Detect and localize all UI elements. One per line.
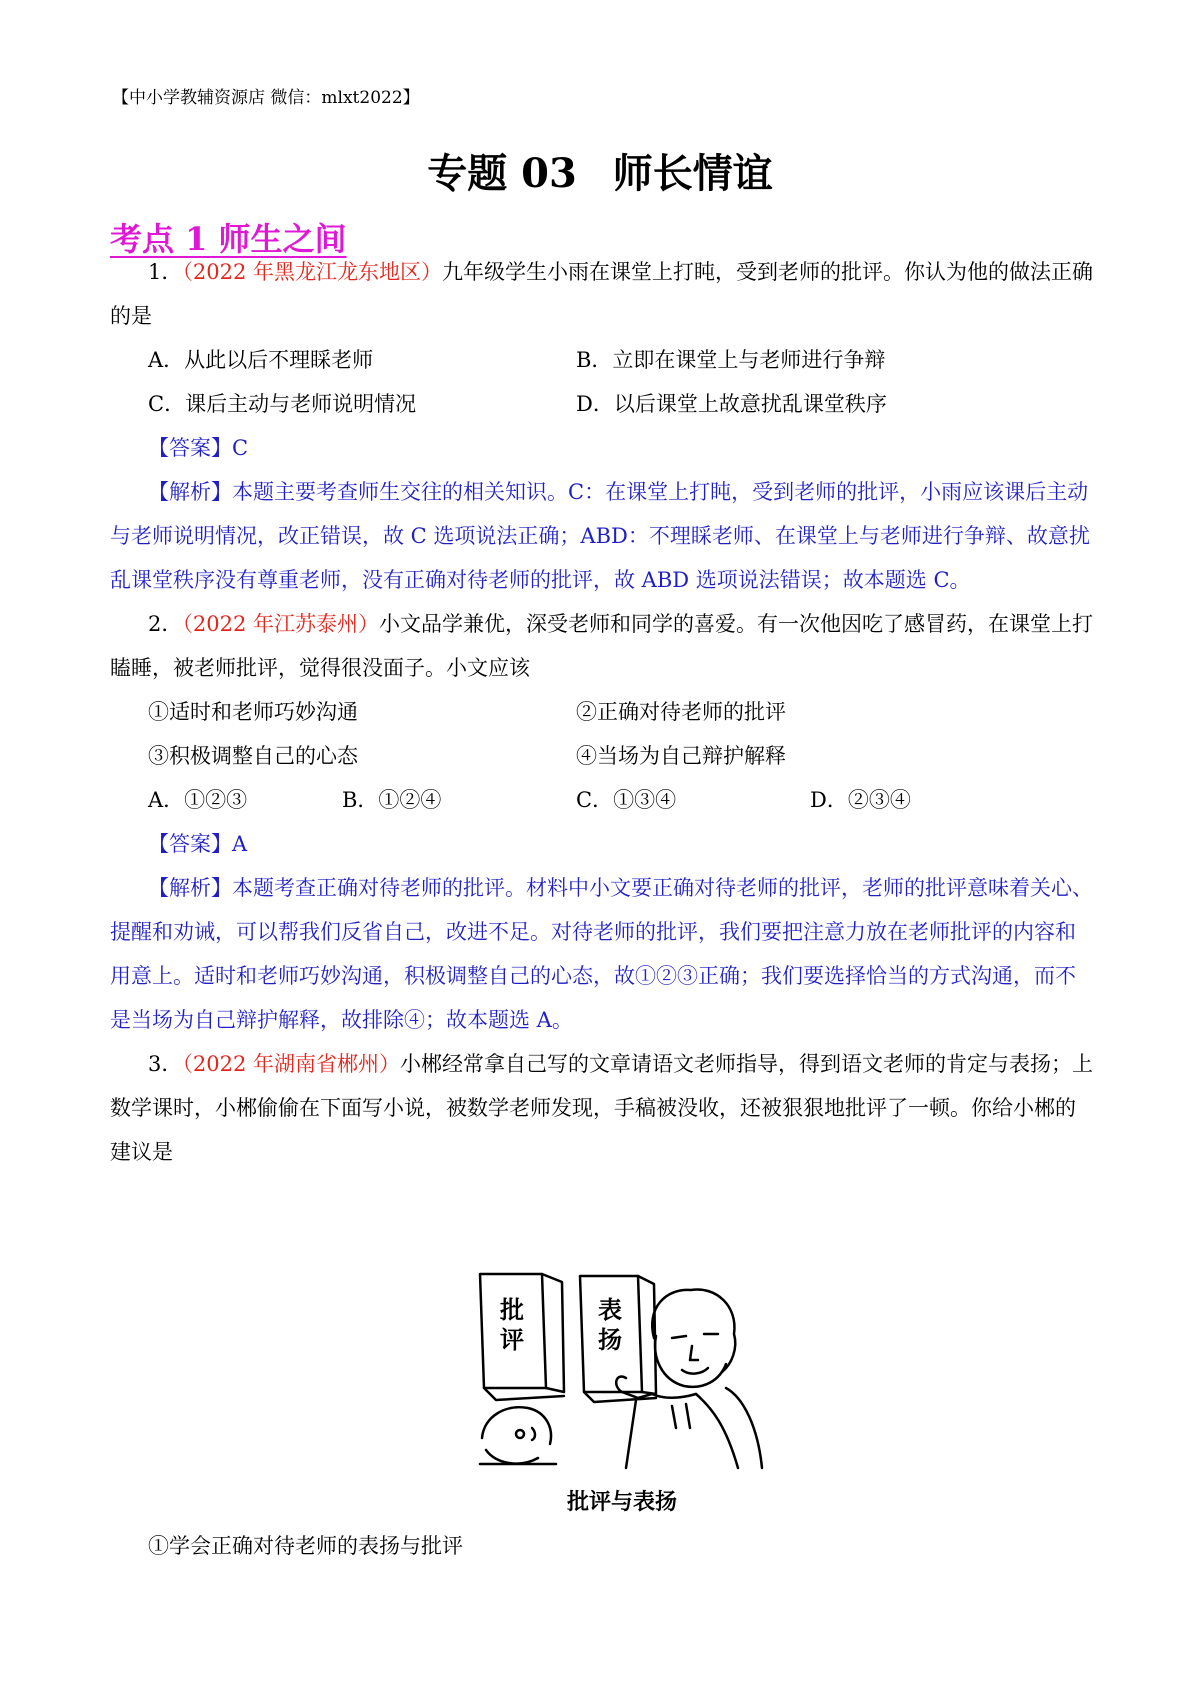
page-title: [0, 148, 1200, 200]
book2-char2: 扬: [598, 1325, 622, 1354]
q2-item-2: ②正确对待老师的批评: [576, 700, 786, 724]
cartoon-illustration: [476, 1268, 768, 1480]
girl-figure: [480, 1407, 556, 1464]
q1-stem-line1: [148, 258, 1093, 286]
q2-item-4: ④当场为自己辩护解释: [576, 744, 786, 768]
q2-source: （2022 年江苏泰州）: [182, 612, 379, 636]
q1-answer: 【答案】C: [148, 436, 249, 460]
q2-stem-line2: 瞌睡，被老师批评，觉得很没面子。小文应该: [110, 656, 530, 680]
q3-stem-text: 小郴经常拿自己写的文章请语文老师指导，得到语文老师的肯定与表扬；上: [400, 1052, 1093, 1076]
q2-option-a: A．①②③: [148, 788, 248, 812]
q2-option-b: B．①②④: [342, 788, 442, 812]
figure-caption: 批评与表扬: [566, 1489, 677, 1515]
q2-analysis-line3: 用意上。适时和老师巧妙沟通，积极调整自己的心态，故①②③正确；我们要选择恰当的方式沟通，而不: [110, 964, 1076, 988]
q2-number: 2．: [148, 612, 183, 636]
q1-option-a: A．从此以后不理睬老师: [148, 348, 374, 372]
q1-analysis-line3: 乱课堂秩序没有尊重老师，没有正确对待老师的批评，故 ABD 选项说法错误；故本题选 C。: [110, 568, 971, 592]
q1-source: （2022 年黑龙江龙东地区）: [182, 260, 442, 284]
q1-number: 1．: [148, 260, 183, 284]
q1-analysis-line1: 【解析】本题主要考查师生交往的相关知识。C：在课堂上打盹，受到老师的批评，小雨应该课后主动: [148, 480, 1089, 504]
book1-char1: 批: [500, 1295, 524, 1324]
q2-analysis-line4: 是当场为自己辩护解释，故排除④；故本题选 A。: [110, 1008, 573, 1032]
book-praise: [580, 1276, 656, 1402]
book1-char2: 评: [500, 1325, 524, 1354]
q1-stem-line2: 的是: [110, 304, 152, 328]
q3-source: （2022 年湖南省郴州）: [182, 1052, 400, 1076]
q1-option-b: B．立即在课堂上与老师进行争辩: [576, 348, 886, 372]
q1-analysis-line2: 与老师说明情况，改正错误，故 C 选项说法正确；ABD：不理睬老师、在课堂上与老师进行争辩、故意扰: [110, 524, 1090, 548]
q2-option-c: C．①③④: [576, 788, 677, 812]
section-heading: 考点 1 师生之间: [110, 220, 347, 258]
q3-item-1: ①学会正确对待老师的表扬与批评: [148, 1534, 463, 1558]
page-header: 【中小学教辅资源店 微信：mlxt2022】: [112, 88, 420, 108]
q3-stem-line2: 数学课时，小郴偷偷在下面写小说，被数学老师发现，手稿被没收，还被狠狠地批评了一顿。你给小郴的: [110, 1096, 1076, 1120]
q2-item-3: ③积极调整自己的心态: [148, 744, 358, 768]
q1-option-d: D．以后课堂上故意扰乱课堂秩序: [576, 392, 887, 416]
book2-char1: 表: [598, 1295, 622, 1324]
q1-option-c: C．课后主动与老师说明情况: [148, 392, 417, 416]
q2-option-d: D．②③④: [810, 788, 911, 812]
q2-analysis-line2: 提醒和劝诫，可以帮我们反省自己，改进不足。对待老师的批评，我们要把注意力放在老师批评的内容和: [110, 920, 1076, 944]
title-number: 专题 03: [427, 150, 577, 197]
q3-stem-line1: [148, 1050, 1093, 1078]
q2-stem-line1: [148, 610, 1093, 638]
title-topic: 师长情谊: [612, 150, 773, 197]
q2-item-1: ①适时和老师巧妙沟通: [148, 700, 358, 724]
q1-stem-text: 九年级学生小雨在课堂上打盹，受到老师的批评。你认为他的做法正确: [442, 260, 1093, 284]
q3-stem-line3: 建议是: [110, 1140, 173, 1164]
q3-number: 3．: [148, 1052, 183, 1076]
book-criticism: [480, 1274, 564, 1400]
boy-figure: [616, 1289, 762, 1468]
q2-answer: 【答案】A: [148, 832, 248, 856]
q2-analysis-line1: 【解析】本题考查正确对待老师的批评。材料中小文要正确对待老师的批评，老师的批评意味着关心、: [148, 876, 1093, 900]
q2-stem-text: 小文品学兼优，深受老师和同学的喜爱。有一次他因吃了感冒药，在课堂上打: [379, 612, 1093, 636]
